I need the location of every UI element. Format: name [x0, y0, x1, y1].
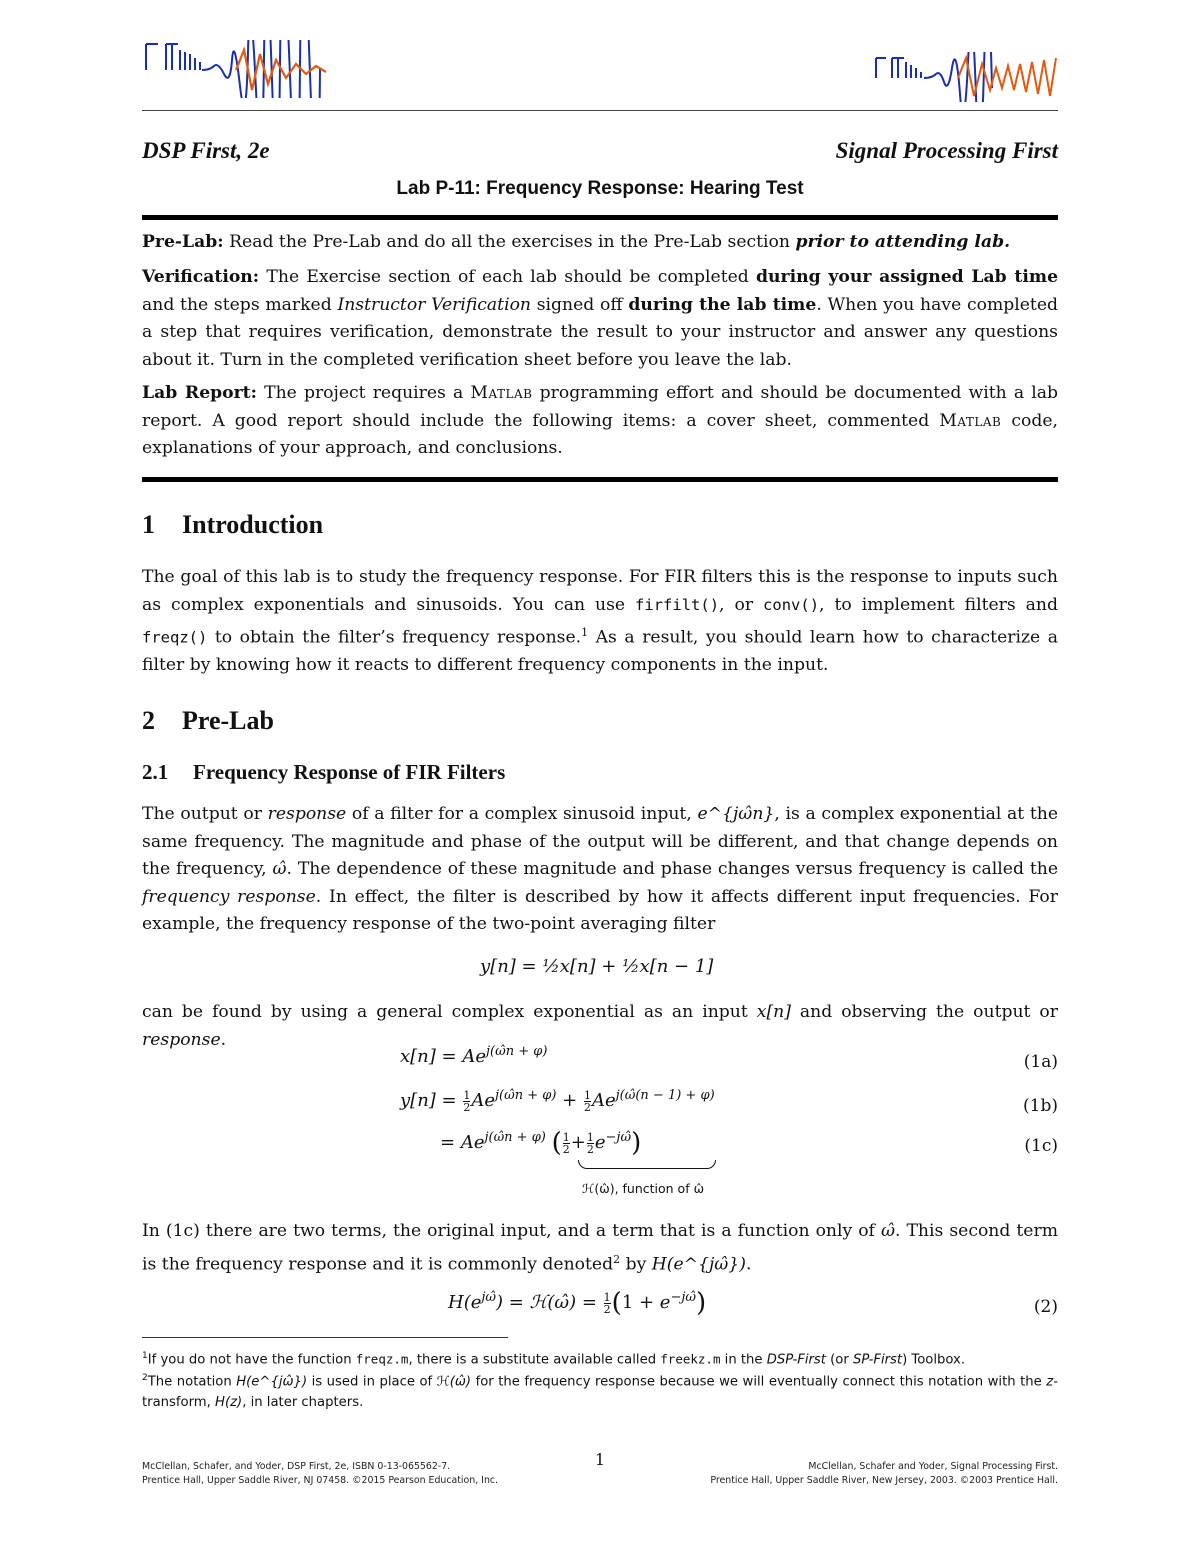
- equation-number-2: (2): [1033, 1297, 1058, 1317]
- fn-math: H(e^{jω̂}): [236, 1374, 308, 1390]
- math-xn: x[n]: [756, 1002, 791, 1022]
- book-title-left: DSP First, 2e: [142, 138, 270, 163]
- code-freqz: freqz(): [142, 628, 208, 647]
- text: , is a complex exponential at the same frequency. The magnitude and phase of the output will be different, and that change depends on the frequency,: [142, 804, 1059, 879]
- prelab-para-1: [142, 801, 1058, 939]
- verification-text: The Exercise section of each lab should be completed: [266, 267, 757, 287]
- emph-frequency-response: frequency response: [142, 886, 316, 907]
- prelab-text: Read the Pre-Lab and do all the exercises in the Pre-Lab section: [229, 232, 796, 252]
- fn-text: If you do not have the function: [147, 1352, 356, 1368]
- intro-text: , or: [719, 594, 764, 615]
- math-omega: ω̂: [880, 1221, 895, 1241]
- footnote-rule: [142, 1337, 508, 1338]
- math-H: H(e^{jω̂}): [651, 1254, 746, 1275]
- footnote-ref-2: 2: [613, 1252, 621, 1266]
- text: . The dependence of these magnitude and phase changes versus frequency is called the: [286, 859, 1058, 879]
- math-input: e^{jω̂n}: [697, 804, 775, 824]
- footnote-number: 1: [142, 1351, 148, 1361]
- underbrace-label: ℋ(ω̂), function of ω̂: [582, 1181, 705, 1196]
- text: by: [620, 1254, 652, 1275]
- page-number: 1: [594, 1450, 606, 1469]
- fn-text: , there is a substitute available called: [408, 1352, 661, 1368]
- equation-1b: y[n] = $\frac{1}{2}$ $Ae^{j(\omegân + \varphi)}$ + $\frac{1}{2}$ $Ae^{j(\omegâ(n - 1) + \varphi)}$: [400, 1088, 715, 1114]
- text: and observing the output or: [790, 1002, 1058, 1022]
- title-rule-top: [142, 215, 1058, 220]
- text: can be found by using a general complex exponential as an input: [142, 1002, 757, 1022]
- code-freekz-m: freekz.m: [660, 1351, 721, 1367]
- equation-2: $H(e^{j\omegâ})$ = ℋ(ω̂) = $\frac{1}{2}$ $(1 + e^{-j\omegâ})$: [448, 1288, 707, 1318]
- header-rule: [142, 110, 1058, 111]
- footnote-ref-1: 1: [581, 626, 589, 639]
- fn-text: ) Toolbox.: [902, 1352, 966, 1368]
- section-2-heading: [142, 706, 274, 736]
- fn-text: is used in place of: [307, 1374, 437, 1390]
- intro-text: to obtain the filter’s frequency response.: [207, 627, 582, 648]
- fn-math: H(z): [215, 1395, 243, 1411]
- report-label: Lab Report:: [142, 383, 257, 403]
- equation-number-1b: (1b): [1023, 1096, 1058, 1116]
- code-firfilt: firfilt(): [635, 595, 720, 614]
- text: In (1c) there are two terms, the original input, and a term that is a function only of: [142, 1221, 881, 1241]
- equation-averaging-filter: y[n] = ½x[n] + ½x[n − 1]: [480, 956, 714, 977]
- equation-number-1c: (1c): [1024, 1136, 1058, 1156]
- code-conv: conv(): [763, 595, 820, 614]
- fn-italic: SP-First: [853, 1352, 903, 1368]
- verification-paragraph: [142, 264, 1058, 374]
- intro-text: The goal of this lab is to study the frequency response. For FIR filters this is the response to inputs such as complex exponentials and sinusoids. You can use: [142, 567, 1058, 615]
- fn-math: z: [1046, 1374, 1054, 1390]
- fn-text: -transform,: [142, 1374, 1058, 1411]
- verification-italic: Instructor Verification: [337, 294, 532, 315]
- text: The output or: [142, 804, 268, 824]
- fn-italic: DSP-First: [766, 1352, 826, 1368]
- fn-text: for the frequency response because we will eventually connect this notation with the: [471, 1374, 1047, 1390]
- footer-right: [710, 1460, 1058, 1488]
- underbrace: [578, 1160, 716, 1169]
- footer-right-line-1: McClellan, Schafer and Yoder, Signal Processing First.: [808, 1461, 1058, 1472]
- footer-left-line-1: McClellan, Schafer, and Yoder, DSP First, 2e, ISBN 0-13-065562-7.: [142, 1461, 451, 1472]
- footer-left-line-2: Prentice Hall, Upper Saddle River, NJ 07458. ©2015 Pearson Education, Inc.: [142, 1475, 499, 1486]
- equation-1c: = $Ae^{j(\omegân + \varphi)}$ ( $\frac{1}{2}$ + $\frac{1}{2}$ $e^{-j\omegâ}$): [440, 1128, 642, 1158]
- subsection-number: 2.1: [142, 760, 169, 784]
- report-text: code, explanations of your approach, and conclusions.: [142, 410, 1059, 458]
- section-number: 2: [142, 706, 155, 735]
- lab-report-paragraph: [142, 380, 1058, 463]
- section-number: 1: [142, 510, 155, 539]
- text: . This second term is the frequency response and it is commonly denoted: [142, 1221, 1058, 1275]
- fn-text: (or: [825, 1352, 853, 1368]
- emph-response: response: [267, 804, 347, 824]
- prelab-label: Pre-Lab:: [142, 232, 224, 252]
- intro-text: , to implement filters and: [819, 594, 1058, 615]
- subsection-2-1-heading: [142, 760, 505, 785]
- text: .: [220, 1029, 227, 1050]
- prelab-para-3: [142, 1218, 1058, 1279]
- intro-text: As a result, you should learn how to characterize a filter by knowing how it reacts to different frequency components in the input.: [142, 627, 1058, 676]
- text: . In effect, the filter is described by how it affects different input frequencies. For example, the frequency response of the two-point averaging filter: [142, 886, 1058, 934]
- fn-text: , in later chapters.: [242, 1395, 364, 1411]
- footnote-number: 2: [142, 1373, 148, 1383]
- title-rule-bottom: [142, 477, 1058, 482]
- footer-right-line-2: Prentice Hall, Upper Saddle River, New Jersey, 2003. ©2003 Prentice Hall.: [710, 1475, 1058, 1486]
- verification-label: Verification:: [142, 267, 260, 287]
- fn-math: ℋ(ω̂): [436, 1374, 472, 1390]
- text: of a filter for a complex sinusoid input,: [346, 804, 698, 824]
- verification-bold-1: during your assigned Lab time: [756, 267, 1058, 287]
- fn-text: The notation: [147, 1374, 237, 1390]
- dsp-first-logo: [140, 40, 330, 98]
- fn-text: in the: [720, 1352, 767, 1368]
- code-freqz-m: freqz.m: [355, 1351, 409, 1367]
- report-text: The project requires a: [264, 383, 471, 403]
- book-title-right: Signal Processing First: [835, 138, 1058, 163]
- prelab-paragraph: [142, 229, 1058, 257]
- prelab-para-2: [142, 999, 1058, 1054]
- emph-response: response: [142, 1029, 221, 1050]
- footer-left: [142, 1460, 498, 1488]
- text: .: [745, 1254, 752, 1275]
- equation-1a: $x[n] = Ae^{j(\omegân + \varphi)}$: [400, 1044, 548, 1067]
- report-text: programming effort and should be documented with a lab report. A good report should include the following items: a cover sheet, commented: [142, 383, 1059, 431]
- prelab-emph: prior to attending lab.: [795, 232, 1011, 252]
- verification-text: signed off: [531, 294, 629, 315]
- sp-first-logo: [872, 52, 1060, 102]
- footnote-2: [142, 1368, 1058, 1413]
- math-omega: ω̂: [272, 859, 287, 879]
- intro-paragraph: [142, 564, 1058, 680]
- section-1-heading: [142, 510, 323, 540]
- section-title: Introduction: [182, 510, 324, 539]
- footnote-1: [142, 1346, 1058, 1370]
- matlab-name: Matlab: [939, 410, 1002, 431]
- lab-title: Lab P-11: Frequency Response: Hearing Test: [396, 178, 804, 199]
- matlab-name: Matlab: [470, 383, 533, 403]
- section-title: Pre-Lab: [182, 706, 274, 735]
- verification-text: . When you have completed a step that requires verification, demonstrate the result to your instructor and answer any questions about it. Turn in the completed verification sheet before you leave the lab.: [142, 294, 1058, 370]
- verification-text: and the steps marked: [142, 294, 338, 315]
- verification-bold-2: during the lab time: [628, 294, 817, 315]
- subsection-title: Frequency Response of FIR Filters: [193, 760, 506, 784]
- equation-number-1a: (1a): [1023, 1052, 1058, 1072]
